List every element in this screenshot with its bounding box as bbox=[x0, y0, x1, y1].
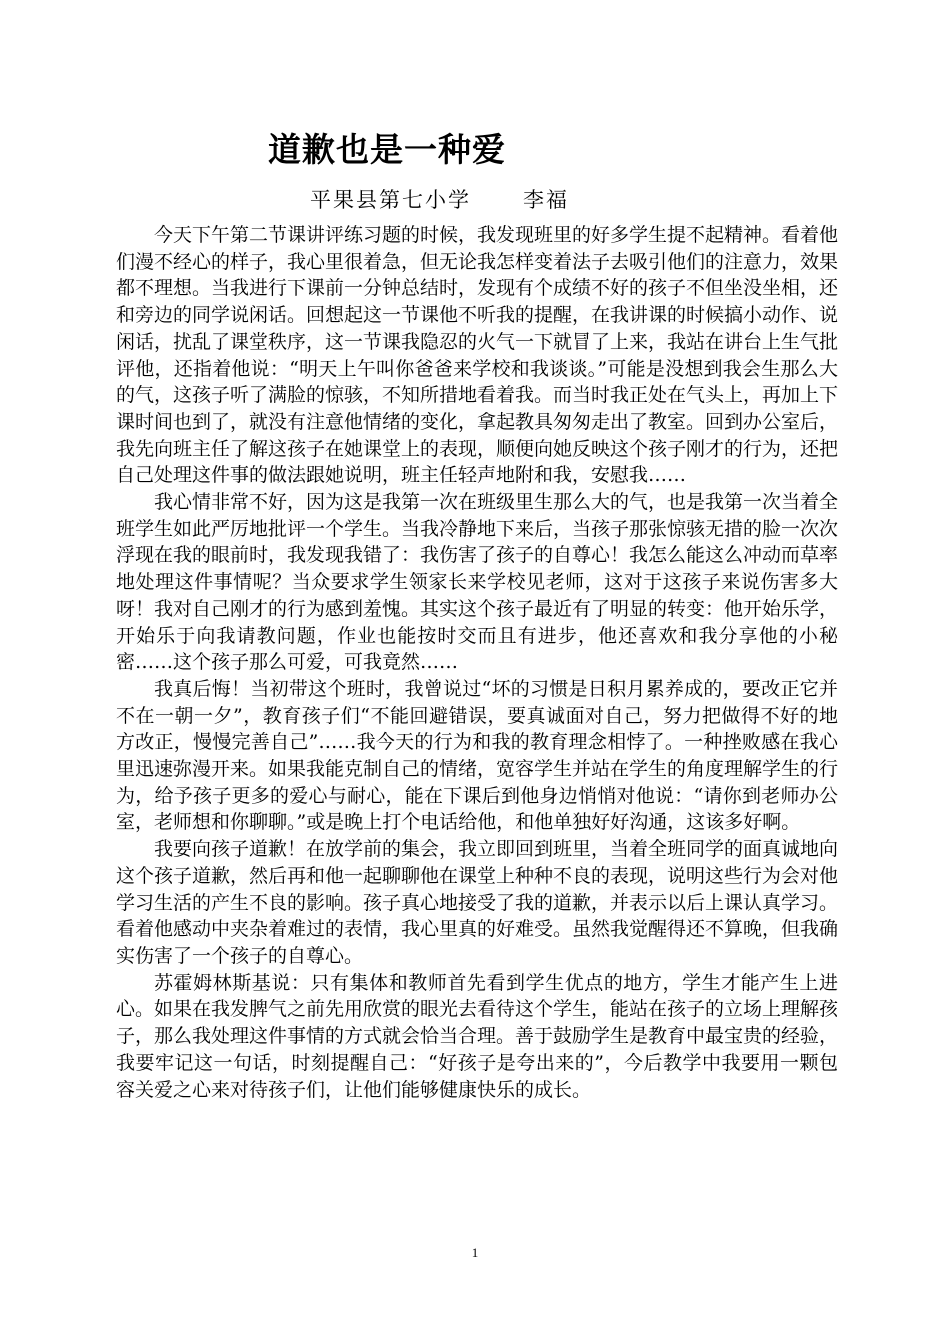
author-name: 李福 bbox=[523, 188, 569, 212]
author-school: 平果县第七小学 bbox=[310, 188, 471, 212]
paragraph-4: 我要向孩子道歉！在放学前的集会，我立即回到班里，当着全班同学的面真诚地向这个孩子道歉，然后再和他一起聊聊他在课堂上种种不良的表现，说明这些行为会对他学习生活的产生不良的影响。孩子真心地接受了我的道歉，并表示以后上课认真学习。看着他感动中夹杂着难过的表情，我心里真的好难受。虽然我觉醒得还不算晚，但我确实伤害了一个孩子的自尊心。 bbox=[116, 838, 839, 967]
paragraph-2: 我心情非常不好，因为这是我第一次在班级里生那么大的气，也是我第一次当着全班学生如此严厉地批评一个学生。当我冷静地下来后，当孩子那张惊骇无措的脸一次次浮现在我的眼前时，我发现我错了：我伤害了孩子的自尊心！我怎么能这么冲动而草率地处理这件事情呢？当众要求学生领家长来学校见老师，这对于这孩子来说伤害多大呀！我对自己刚才的行为感到羞愧。其实这个孩子最近有了明显的转变：他开始乐学，开始乐于向我请教问题，作业也能按时交而且有进步，他还喜欢和我分享他的小秘密……这个孩子那么可爱，可我竟然…… bbox=[116, 491, 839, 674]
paragraph-1: 今天下午第二节课讲评练习题的时候，我发现班里的好多学生提不起精神。看着他们漫不经心的样子，我心里很着急，但无论我怎样变着法子去吸引他们的注意力，效果都不理想。当我进行下课前一分钟总结时，发现有个成绩不好的孩子不但坐没坐相，还和旁边的同学说闲话。回想起这一节课他不听我的提醒，在我讲课的时候搞小动作、说闲话，扰乱了课堂秩序，这一节课我隐忍的火气一下就冒了上来，我站在讲台上生气批评他，还指着他说：“明天上午叫你爸爸来学校和我谈谈。”可能是没想到我会生那么大的气，这孩子听了满脸的惊骇，不知所措地看着我。而当时我正处在气头上，再加上下课时间也到了，就没有注意他情绪的变化，拿起教具匆匆走出了教室。回到办公室后，我先向班主任了解这孩子在她课堂上的表现，顺便向她反映这个孩子刚才的行为，还把自己处理这件事的做法跟她说明，班主任轻声地附和我，安慰我…… bbox=[116, 224, 839, 487]
byline bbox=[310, 184, 569, 216]
article-body bbox=[116, 222, 838, 1103]
page-number: 1 bbox=[471, 1245, 479, 1260]
article-title: 道歉也是一种爱 bbox=[268, 130, 506, 169]
paragraph-5: 苏霍姆林斯基说：只有集体和教师首先看到学生优点的地方，学生才能产生上进心。如果在我发脾气之前先用欣赏的眼光去看待这个学生，能站在孩子的立场上理解孩子，那么我处理这件事情的方式就会恰当合理。善于鼓励学生是教育中最宝贵的经验，我要牢记这一句话，时刻提醒自己：“好孩子是夸出来的”，今后教学中我要用一颗包容关爱之心来对待孩子们，让他们能够健康快乐的成长。 bbox=[116, 971, 839, 1101]
paragraph-3: 我真后悔！当初带这个班时，我曾说过“坏的习惯是日积月累养成的，要改正它并不在一朝一夕”，教育孩子们“不能回避错误，要真诚面对自己，努力把做得不好的地方改正，慢慢完善自己”……我今天的行为和我的教育理念相悖了。一种挫败感在我心里迅速弥漫开来。如果我能克制自己的情绪，宽容学生并站在学生的角度理解学生的行为，给予孩子更多的爱心与耐心，能在下课后到他身边悄悄对他说：“请你到老师办公室，老师想和你聊聊。”或是晚上打个电话给他，和他单独好好沟通，这该多好啊。 bbox=[116, 677, 839, 834]
